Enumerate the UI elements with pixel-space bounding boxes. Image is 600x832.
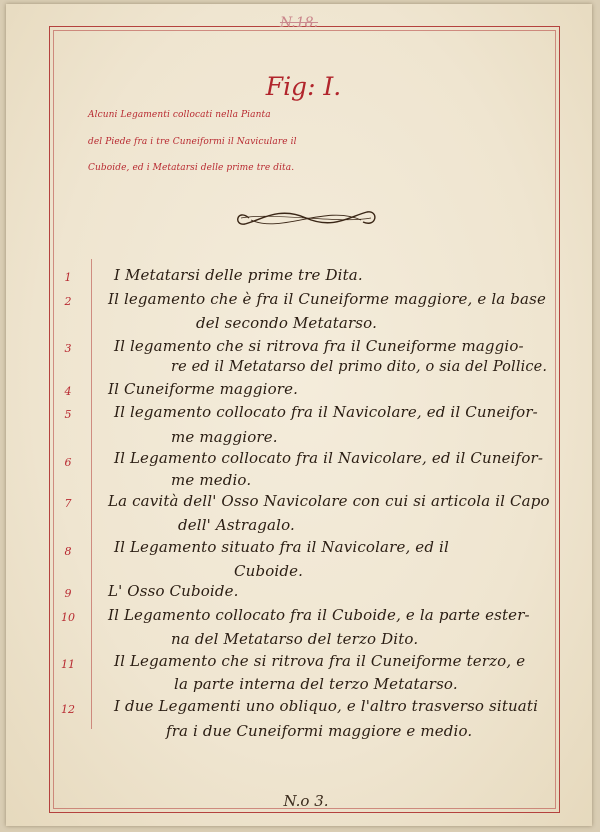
entry-number: 12 — [61, 703, 75, 716]
entry-number: 7 — [64, 497, 72, 510]
entry-text-line: La cavità dell' Osso Navicolare con cui si articola il Capo — [108, 492, 550, 510]
number-margin-rule — [91, 259, 92, 729]
entry-text-line: I Metatarsi delle prime tre Dita. — [114, 266, 363, 284]
entry-text-line: Il Legamento che si ritrova fra il Cuneiforme terzo, e — [114, 652, 526, 670]
heading-line-1: Alcuni Legamenti collocati nella Pianta — [88, 110, 271, 120]
calligraphic-flourish-ornament — [231, 200, 381, 236]
entry-text-line: me medio. — [171, 471, 252, 489]
manuscript-page — [6, 4, 592, 826]
entry-text-line: Il legamento che si ritrova fra il Cuneiforme maggio- — [114, 337, 524, 355]
entry-text-line: L' Osso Cuboide. — [108, 582, 239, 600]
entry-number: 2 — [64, 295, 72, 308]
entry-number: 9 — [64, 587, 72, 600]
page-number-mark: N.o 3. — [283, 792, 329, 810]
entry-number: 4 — [64, 385, 72, 398]
entry-text-line: Il Legamento collocato fra il Cuboide, e la parte ester- — [108, 606, 530, 624]
entry-text-line: Il Legamento situato fra il Navicolare, ed il — [114, 538, 449, 556]
figure-title: Fig: I. — [265, 72, 342, 101]
entry-number: 3 — [64, 342, 72, 355]
entry-text-line: I due Legamenti uno obliquo, e l'altro trasverso situati — [114, 697, 539, 715]
entry-text-line: na del Metatarso del terzo Dito. — [171, 630, 419, 648]
entry-text-line: Cuboide. — [234, 562, 304, 580]
heading-line-3: Cuboide, ed i Metatarsi delle prime tre dita. — [88, 163, 295, 173]
entry-text-line: fra i due Cuneiformi maggiore e medio. — [166, 722, 473, 740]
entry-text-line: del secondo Metatarso. — [196, 314, 377, 332]
entry-number: 11 — [61, 658, 75, 671]
crossed-out-reference-number: N.18. — [279, 15, 319, 31]
entry-text-line: me maggiore. — [171, 428, 278, 446]
entry-text-line: Il Legamento collocato fra il Navicolare, ed il Cuneifor- — [114, 449, 544, 467]
entry-number: 5 — [64, 408, 72, 421]
entry-text-line: re ed il Metatarso del primo dito, o sia del Pollice. — [171, 359, 548, 375]
entry-text-line: Il legamento che è fra il Cuneiforme maggiore, e la base — [108, 290, 546, 308]
entry-text-line: la parte interna del terzo Metatarso. — [174, 675, 458, 693]
entry-text-line: dell' Astragalo. — [178, 516, 295, 534]
entry-number: 10 — [61, 611, 75, 624]
entry-number: 6 — [64, 456, 72, 469]
entry-number: 1 — [64, 271, 72, 284]
entry-text-line: Il legamento collocato fra il Navicolare, ed il Cuneifor- — [114, 403, 538, 421]
entry-text-line: Il Cuneiforme maggiore. — [108, 380, 299, 398]
heading-line-2: del Piede fra i tre Cuneiformi il Naviculare il — [88, 137, 297, 147]
entry-number: 8 — [64, 545, 72, 558]
